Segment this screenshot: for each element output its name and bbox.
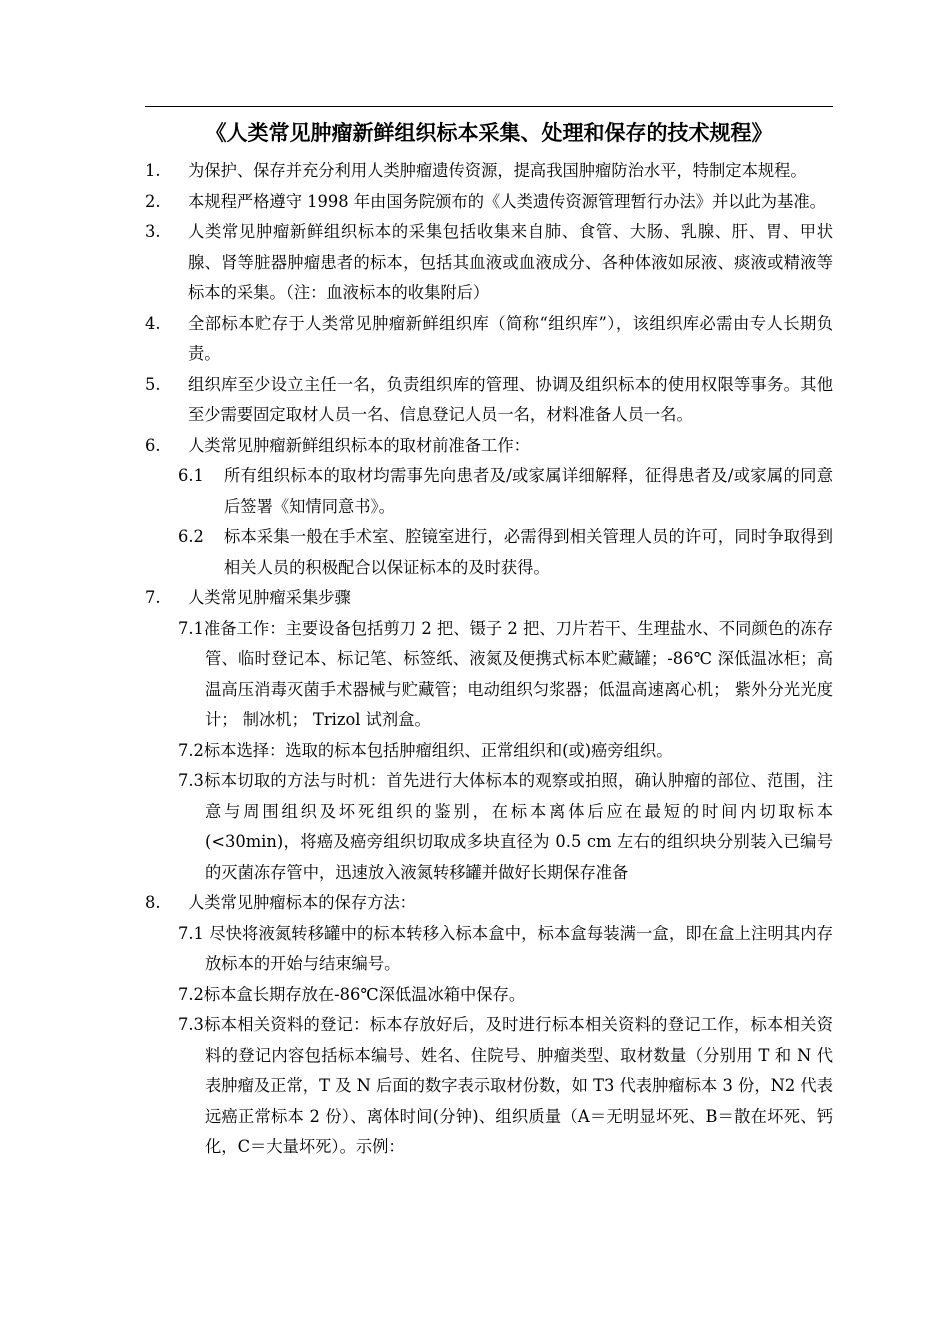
item-number: 4. [145, 313, 161, 333]
item-text: 人类常见肿瘤标本的保存方法： [188, 893, 416, 912]
item-text: 标本相关资料的登记：标本存放好后，及时进行标本相关资料的登记工作，标本相关资料的登记内容包括标本编号、姓名、住院号、肿瘤类型、取材数量（分别用 T 和 N 代表肿瘤及正常，T 及 N 后面的数字表示取材份数，如 T3 代表肿瘤标本 3 份，N2 代表远癌正常标本 2 份）、离体时间(分钟)、组织质量（A＝无明显坏死、B＝散在坏死、钙化，C＝大量坏死）。示例： [203, 1015, 833, 1156]
item-text: 人类常见肿瘤采集步骤 [188, 588, 351, 607]
list-item-7-2 [145, 736, 833, 767]
document-title: 《人类常见肿瘤新鲜组织标本采集、处理和保存的技术规程》 [205, 120, 773, 145]
item-number: 7.1 [178, 618, 204, 638]
list-item-5 [145, 370, 833, 431]
item-number: 7. [145, 588, 161, 607]
item-text: 尽快将液氮转移罐中的标本转移入标本盒中，标本盒每装满一盒，即在盒上注明其内存放标本的开始与结束编号。 [203, 923, 833, 973]
item-text: 标本切取的方法与时机：首先进行大体标本的观察或拍照，确认肿瘤的部位、范围，注意与周围组织及坏死组织的鉴别，在标本离体后应在最短的时间内切取标本(<30min)，将癌及癌旁组织切取成多块直径为 0.5 cm 左右的组织块分别装入已编号的灭菌冻存管中，迅速放入液氮转移罐并做好长期保存准备 [203, 771, 833, 882]
list-item-4 [145, 309, 833, 370]
list-item-7-3 [145, 766, 833, 888]
item-text: 标本采集一般在手术室、腔镜室进行，必需得到相关管理人员的许可，同时争取得到相关人员的积极配合以保证标本的及时获得。 [224, 527, 833, 577]
item-text: 所有组织标本的取材均需事先向患者及/或家属详细解释，征得患者及/或家属的同意后签署《知情同意书》。 [224, 466, 833, 516]
item-text: 全部标本贮存于人类常见肿瘤新鲜组织库（简称“组织库”），该组织库必需由专人长期负责。 [188, 313, 833, 363]
item-number: 8. [145, 893, 161, 912]
item-number: 7.2 [178, 740, 204, 760]
list-item-1 [145, 156, 833, 187]
item-text: 准备工作：主要设备包括剪刀 2 把、镊子 2 把、刀片若干、生理盐水、不同颜色的冻存管、临时登记本、标记笔、标签纸、液氮及便携式标本贮藏罐；-86℃ 深低温冰柜；高温高压消毒灭菌手术器械与贮藏管；电动组织匀浆器；低温高速离心机； 紫外分光光度计； 制冰机； Trizol 试剂盒。 [203, 618, 833, 729]
list-item-2 [145, 187, 833, 218]
list-item-7 [145, 583, 833, 614]
item-text: 为保护、保存并充分利用人类肿瘤遗传资源，提高我国肿瘤防治水平，特制定本规程。 [188, 161, 807, 180]
item-number: 6.2 [178, 527, 204, 546]
item-number: 5. [145, 374, 161, 394]
list-item-7-1 [145, 614, 833, 736]
item-text: 本规程严格遵守 1998 年由国务院颁布的《人类遗传资源管理暂行办法》并以此为基准。 [188, 191, 826, 211]
item-text: 标本选择：选取的标本包括肿瘤组织、正常组织和(或)癌旁组织。 [203, 740, 673, 760]
header-rule [145, 106, 833, 107]
item-number: 7.2 [178, 984, 204, 1004]
item-number: 7.1 [178, 923, 204, 943]
list-item-6-2 [145, 522, 833, 583]
document-body [145, 156, 833, 1163]
item-number: 6.1 [178, 466, 204, 485]
list-item-6-1 [145, 461, 833, 522]
list-item-3 [145, 217, 833, 309]
item-text: 标本盒长期存放在-86℃深低温冰箱中保存。 [203, 984, 526, 1004]
item-number: 2. [145, 191, 161, 211]
item-number: 6. [145, 435, 161, 455]
item-text: 人类常见肿瘤新鲜组织标本的取材前准备工作： [188, 435, 530, 455]
item-number: 1. [145, 161, 161, 180]
list-item-8-3 [145, 1010, 833, 1163]
list-item-6 [145, 431, 833, 462]
item-text: 人类常见肿瘤新鲜组织标本的采集包括收集来自肺、食管、大肠、乳腺、肝、胃、甲状腺、肾等脏器肿瘤患者的标本，包括其血液或血液成分、各种体液如尿液、痰液或精液等标本的采集。（注：血液标本的收集附后） [188, 222, 833, 302]
item-number: 7.3 [178, 771, 204, 790]
list-item-8 [145, 888, 833, 919]
list-item-8-2 [145, 980, 833, 1011]
item-number: 3. [145, 222, 161, 241]
item-text: 组织库至少设立主任一名，负责组织库的管理、协调及组织标本的使用权限等事务。其他至少需要固定取材人员一名、信息登记人员一名，材料准备人员一名。 [188, 374, 833, 424]
list-item-8-1 [145, 919, 833, 980]
item-number: 7.3 [178, 1015, 204, 1034]
